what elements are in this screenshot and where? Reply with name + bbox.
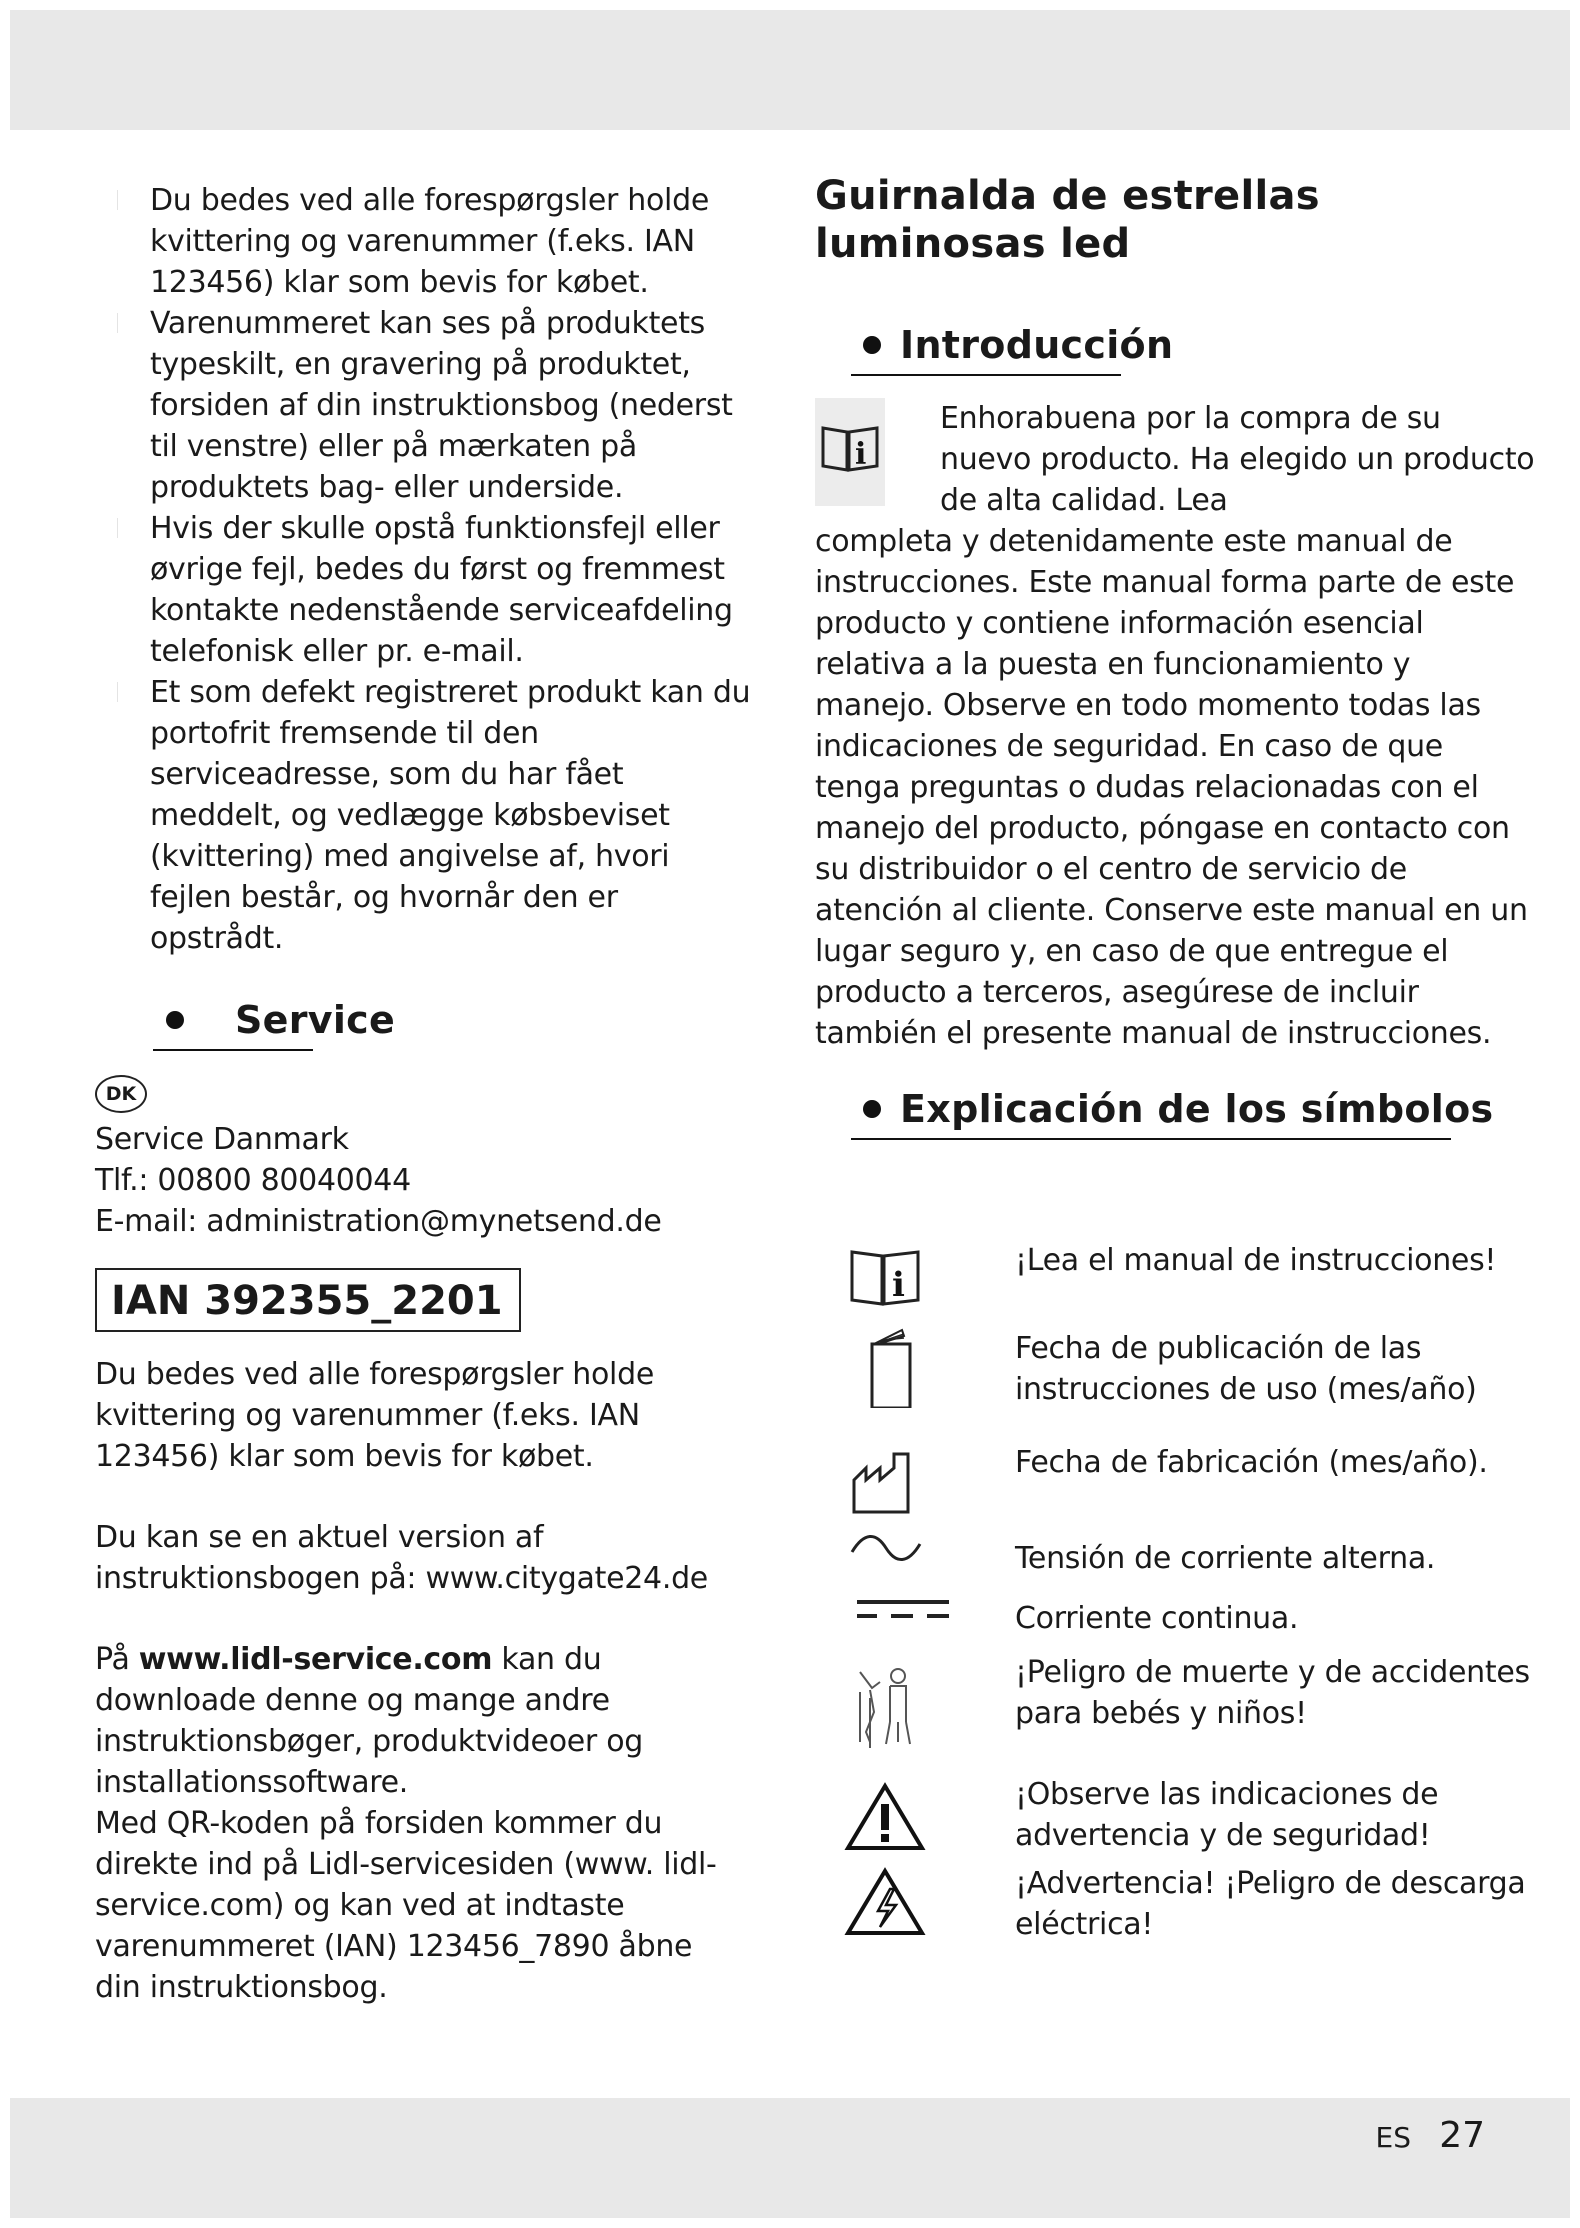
symbol-text: ¡Observe las indicaciones de advertencia y de seguridad! xyxy=(1015,1777,1439,1853)
right-column xyxy=(815,172,1535,1134)
svg-text:i: i xyxy=(892,1265,905,1305)
symbol-text: Corriente continua. xyxy=(1015,1601,1299,1636)
bullet-item: Et som defekt registreret produkt kan du portofrit fremsende til den serviceadresse, som du har fået meddelt, og vedlægge købsbeviset (kvittering) med angivelse af, hvori fejlen består, og hvornår den er opstrådt. xyxy=(115,672,755,959)
country-badge: DK xyxy=(95,1075,147,1113)
intro-heading-text: Introducción xyxy=(900,323,1174,367)
symbol-text: Tensión de corriente alterna. xyxy=(1015,1541,1436,1576)
paragraph: Du bedes ved alle forespørgsler holde kvittering og varenummer (f.eks. IAN 123456) klar som bevis for købet. xyxy=(95,1357,654,1474)
read-manual-icon xyxy=(815,398,885,506)
lidl-service-link[interactable]: www.lidl-service.com xyxy=(138,1642,493,1677)
intro-text: completa y detenidamente este manual de instrucciones. Este manual forma parte de este producto y contiene información esencial relativa a la puesta en funcionamiento y manejo. Observe en todo momento todas las indicaciones de seguridad. En caso de que tenga preguntas o dudas relacionadas con el manejo del producto, póngase en contacto con su distribuidor o el centro de servicio de atención al cliente. Conserve este manual en un lugar seguro y, en caso de que entregue el producto a terceros, asegúrese de incluir también el presente manual de instrucciones. xyxy=(815,524,1528,1051)
left-column xyxy=(95,180,755,2008)
page-number: 27 xyxy=(1439,2115,1485,2156)
electric-shock-icon xyxy=(840,1867,930,1947)
paragraph: På www.lidl-service.com kan du downloade denne og mange andre instruktionsbøger, produktvideoer og installationssoftware. xyxy=(95,1642,643,1800)
bullet-dot-icon xyxy=(166,1011,184,1029)
heading-underline xyxy=(851,1138,1451,1140)
symbols-heading xyxy=(815,1084,1535,1134)
service-name: Service Danmark xyxy=(95,1122,349,1157)
heading-underline xyxy=(153,1049,313,1051)
paragraph: Med QR-koden på forsiden kommer du direkte ind på Lidl-servicesiden (www. lidl-service.com) og kan ved at indtaste varenummeret (IAN) 123456_7890 åbne din instruktionsbog. xyxy=(95,1806,717,2005)
read-manual-icon xyxy=(840,1240,930,1320)
alternating-current-icon xyxy=(840,1528,930,1568)
symbol-text: ¡Advertencia! ¡Peligro de descarga eléctrica! xyxy=(1015,1866,1526,1942)
warning-triangle-icon xyxy=(840,1782,930,1862)
page-footer xyxy=(1376,2115,1485,2156)
bullet-dot-icon xyxy=(863,336,881,354)
bullet-item: Hvis der skulle opstå funktionsfejl eller øvrige fejl, bedes du først og fremmest kontakte nedenstående serviceafdeling telefonisk eller pr. e-mail. xyxy=(115,508,755,672)
factory-icon xyxy=(840,1442,930,1522)
symbols-heading-text: Explicación de los símbolos xyxy=(900,1087,1494,1131)
heading-underline xyxy=(851,374,1121,376)
intro-text-start: Enhorabuena por la compra de su nuevo producto. Ha elegido un producto de alta calidad. Lea xyxy=(940,401,1535,518)
bullet-item: Du bedes ved alle forespørgsler holde kvittering og varenummer (f.eks. IAN 123456) klar som bevis for købet. xyxy=(115,180,755,303)
symbol-text: Fecha de publicación de las instrucciones de uso (mes/año) xyxy=(1015,1331,1477,1407)
ian-box: IAN 392355_2201 xyxy=(95,1268,521,1332)
symbols-table xyxy=(815,1240,1535,1940)
service-phone: Tlf.: 00800 80040044 xyxy=(95,1163,411,1198)
service-heading-text: Service xyxy=(235,998,396,1042)
service-heading xyxy=(115,995,755,1045)
intro-block xyxy=(815,398,1535,1054)
direct-current-icon xyxy=(855,1588,945,1628)
product-title: Guirnalda de estrellas luminosas led xyxy=(815,173,1320,267)
header-band xyxy=(10,10,1570,130)
service-email: E-mail: administration@mynetsend.de xyxy=(95,1204,662,1239)
bullet-item: Varenummeret kan ses på produktets typeskilt, en gravering på produktet, forsiden af din instruktionsbog (nederst til venstre) eller på mærkaten på produktets bag- eller underside. xyxy=(115,303,755,508)
paragraph: Du kan se en aktuel version af instruktionsbogen på: www.citygate24.de xyxy=(95,1520,708,1596)
svg-text:i: i xyxy=(855,437,867,472)
symbol-text: Fecha de fabricación (mes/año). xyxy=(1015,1445,1488,1480)
bullet-dot-icon xyxy=(863,1100,881,1118)
ian-box-wrap xyxy=(95,1268,755,1332)
footer-band xyxy=(10,2098,1570,2218)
child-danger-icon xyxy=(840,1662,930,1762)
service-block xyxy=(95,1075,755,2008)
symbol-text: ¡Peligro de muerte y de accidentes para bebés y niños! xyxy=(1015,1655,1530,1731)
language-code: ES xyxy=(1375,2121,1412,2154)
booklet-icon xyxy=(840,1328,930,1408)
intro-heading xyxy=(815,320,1535,370)
symbol-text: ¡Lea el manual de instrucciones! xyxy=(1015,1243,1497,1278)
